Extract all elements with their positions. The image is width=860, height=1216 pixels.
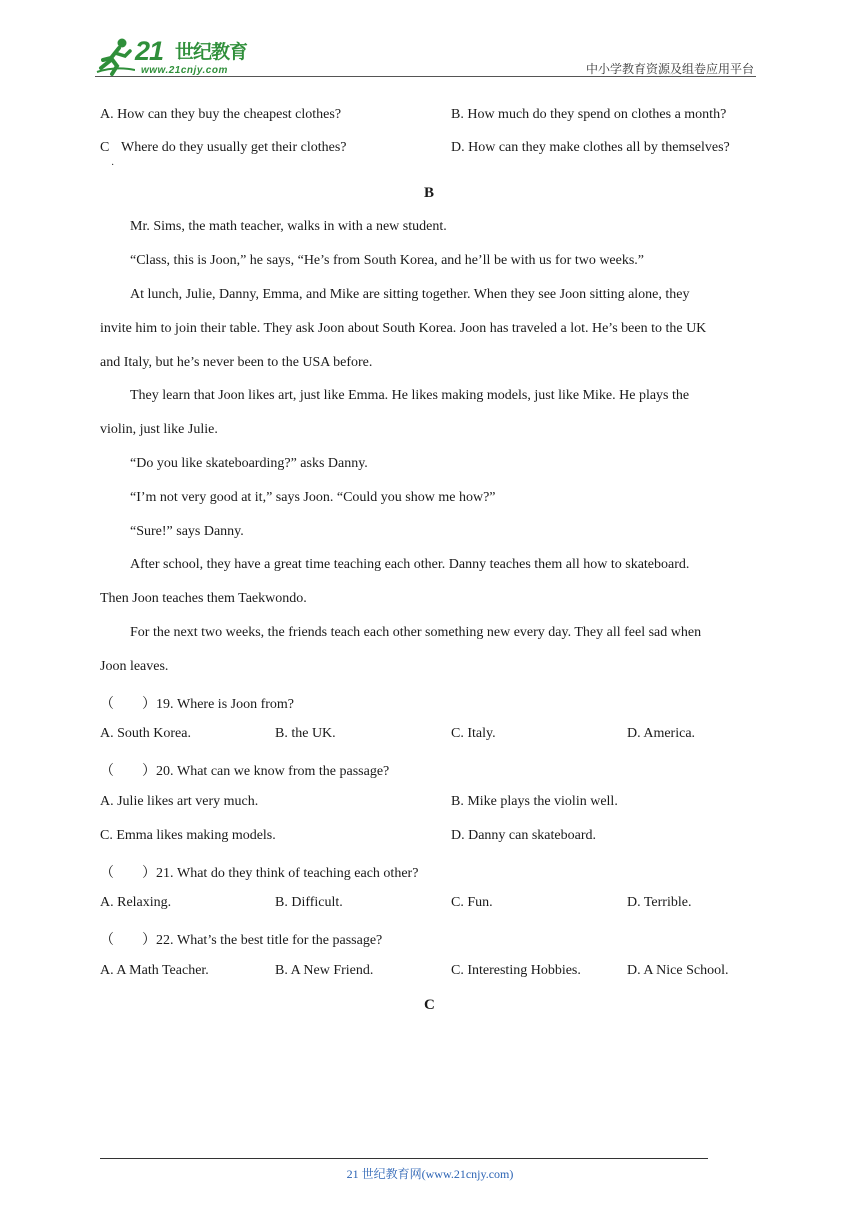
- passage-paragraph: They learn that Joon likes art, just like Emma. He likes making models, just like Mike. He plays the: [130, 388, 690, 403]
- q19-option-d: D. America.: [627, 726, 696, 741]
- passage-paragraph: “Class, this is Joon,” he says, “He’s from South Korea, and he’ll be with us for two weeks.”: [130, 253, 645, 268]
- question-stem-20: （ ）20. What can we know from the passage?: [100, 764, 390, 779]
- passage-line: Then Joon teaches them Taekwondo.: [100, 591, 307, 606]
- passage-line: and Italy, but he’s never been to the USA before.: [100, 355, 373, 370]
- stray-dot: ·: [111, 160, 115, 171]
- q20-option-a: A. Julie likes art very much.: [100, 794, 259, 809]
- q22-option-c: C. Interesting Hobbies.: [451, 963, 581, 978]
- logo-name: 世纪教育: [175, 41, 248, 63]
- prev-option-c-letter: C: [100, 140, 110, 155]
- question-stem-19: （ ）19. Where is Joon from?: [100, 697, 295, 712]
- passage-line: invite him to join their table. They ask Joon about South Korea. Joon has traveled a lot. He’s been to the UK: [100, 321, 707, 336]
- section-c-title: C: [424, 997, 435, 1013]
- q19-option-a: A. South Korea.: [100, 726, 191, 741]
- question-stem-21: （ ）21. What do they think of teaching each other?: [100, 866, 419, 881]
- passage-line: violin, just like Julie.: [100, 422, 218, 437]
- q21-option-b: B. Difficult.: [275, 895, 343, 910]
- question-stem-22: （ ）22. What’s the best title for the passage?: [100, 933, 383, 948]
- q20-option-b: B. Mike plays the violin well.: [451, 794, 618, 809]
- q22-option-d: D. A Nice School.: [627, 963, 729, 978]
- q22-option-b: B. A New Friend.: [275, 963, 374, 978]
- header-divider: [95, 76, 756, 77]
- site-logo: [95, 34, 260, 78]
- passage-paragraph: “I’m not very good at it,” says Joon. “Could you show me how?”: [130, 490, 496, 505]
- passage-paragraph: For the next two weeks, the friends teach each other something new every day. They all feel sad when: [130, 625, 702, 640]
- q21-option-a: A. Relaxing.: [100, 895, 172, 910]
- prev-option-c: Where do they usually get their clothes?: [121, 140, 347, 155]
- passage-paragraph: Mr. Sims, the math teacher, walks in with a new student.: [130, 219, 447, 234]
- q20-option-c: C. Emma likes making models.: [100, 828, 276, 843]
- q21-option-d: D. Terrible.: [627, 895, 692, 910]
- passage-line: Joon leaves.: [100, 659, 169, 674]
- q20-option-d: D. Danny can skateboard.: [451, 828, 597, 843]
- prev-option-b: B. How much do they spend on clothes a month?: [451, 107, 727, 122]
- passage-paragraph: “Sure!” says Danny.: [130, 524, 244, 539]
- q21-option-c: C. Fun.: [451, 895, 493, 910]
- passage-paragraph: After school, they have a great time teaching each other. Danny teaches them all how to skateboard.: [130, 557, 690, 572]
- prev-option-d: D. How can they make clothes all by themselves?: [451, 140, 730, 155]
- q19-option-b: B. the UK.: [275, 726, 336, 741]
- passage-paragraph: “Do you like skateboarding?” asks Danny.: [130, 456, 368, 471]
- footer-link[interactable]: 21 世纪教育网(www.21cnjy.com): [346, 1167, 514, 1181]
- logo-url: www.21cnjy.com: [141, 65, 228, 76]
- prev-option-a: A. How can they buy the cheapest clothes?: [100, 107, 342, 122]
- site-name: 中小学教育资源及组卷应用平台: [585, 62, 754, 76]
- runner-logo-icon: [95, 36, 135, 76]
- q19-option-c: C. Italy.: [451, 726, 496, 741]
- logo-number: 21: [135, 36, 164, 66]
- footer-divider: [100, 1158, 708, 1159]
- passage-paragraph: At lunch, Julie, Danny, Emma, and Mike are sitting together. When they see Joon sitting alone, they: [130, 287, 690, 302]
- q22-option-a: A. A Math Teacher.: [100, 963, 209, 978]
- section-b-title: B: [424, 185, 435, 201]
